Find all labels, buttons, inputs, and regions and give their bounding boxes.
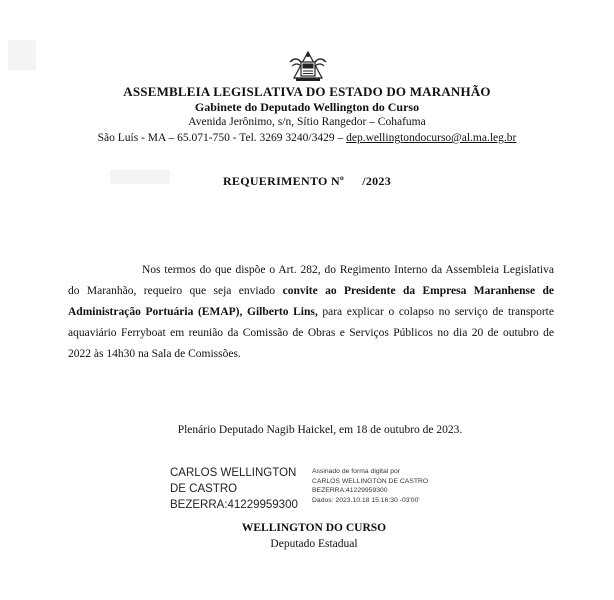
signature-meta-3: BEZERRA:41229959300	[312, 487, 388, 494]
document-title	[0, 174, 614, 189]
contact-phone: São Luís - MA – 65.071-750 - Tel. 3269 3240/3429 –	[97, 132, 347, 144]
body-end: para explicar o colapso no serviço de transporte aquaviário Ferryboat em reunião da Comissão de Obras e Serviços Públicos no dia 20 de outubro de 2022 às 14h30 na Sala de Comissões.	[68, 306, 554, 360]
signature-name	[170, 465, 310, 513]
signer-role: Deputado Estadual	[270, 538, 358, 550]
scan-artifact	[8, 40, 36, 70]
signer-name: WELLINGTON DO CURSO	[241, 522, 387, 534]
body-intro: Nos termos do que dispõe o Art. 282, do Regimento Interno da Assembleia Legislativa do Maranhão, requeiro que seja enviado	[68, 264, 554, 297]
signature-line-1: CARLOS WELLINGTON	[170, 467, 297, 479]
office-name: Gabinete do Deputado Wellington do Curso	[194, 100, 420, 114]
signature-meta-2: CARLOS WELLINGTON DE CASTRO	[312, 477, 429, 485]
signature-meta-1: Assinado de forma digital por	[312, 468, 401, 475]
place-date: Plenário Deputado Nagib Haickel, em 18 de outubro de 2023.	[177, 424, 463, 436]
title-label: REQUERIMENTO Nº	[222, 174, 345, 188]
body-highlight: convite ao Presidente da Empresa Maranhense de Administração Portuária (EMAP), Gilberto Lins,	[68, 285, 554, 318]
digital-signature	[170, 465, 470, 525]
signature-line-2: DE CASTRO	[170, 483, 238, 495]
office-address: Avenida Jerônimo, s/n, Sítio Rangedor – Cohafuma	[188, 116, 426, 128]
signature-meta-4: Dados: 2023.10.18 15:16:30 -03'00'	[312, 496, 420, 504]
letterhead	[0, 84, 614, 146]
signature-line-3: BEZERRA:41229959300	[170, 499, 298, 511]
email-link[interactable]: dep.wellingtondocurso@al.ma.leg.br	[346, 132, 517, 144]
signer-block	[0, 520, 614, 552]
title-year: /2023	[362, 174, 392, 188]
coat-of-arms-icon	[288, 48, 328, 82]
signature-metadata	[312, 467, 472, 505]
request-body	[68, 260, 554, 365]
office-contact	[0, 130, 614, 146]
institution-name: ASSEMBLEIA LEGISLATIVA DO ESTADO DO MARANHÃO	[123, 84, 491, 99]
